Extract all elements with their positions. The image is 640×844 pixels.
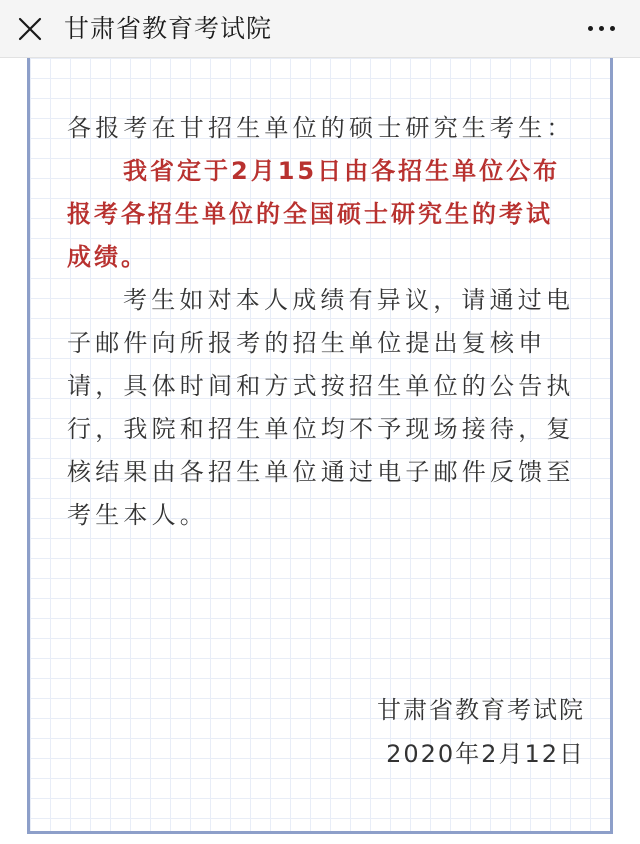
highlight-paragraph: 我省定于2月15日由各招生单位公布报考各招生单位的全国硕士研究生的考试成绩。 <box>67 157 561 271</box>
signature-block <box>377 688 585 776</box>
more-options-icon[interactable] <box>588 26 618 34</box>
top-bar <box>0 0 640 58</box>
body-paragraph: 考生如对本人成绩有异议，请通过电子邮件向所报考的招生单位提出复核申请，具体时间和方式按招生单位的公告执行，我院和招生单位均不予现场接待，复核结果由各招生单位通过电子邮件反馈至考生本人。 <box>67 286 575 529</box>
close-icon[interactable] <box>14 13 46 45</box>
salutation: 各报考在甘招生单位的硕士研究生考生： <box>67 114 575 142</box>
page-title: 甘肃省教育考试院 <box>64 14 273 43</box>
notice-date: 2020年2月12日 <box>386 740 585 768</box>
signature: 甘肃省教育考试院 <box>377 696 585 724</box>
notice-content <box>67 107 579 537</box>
